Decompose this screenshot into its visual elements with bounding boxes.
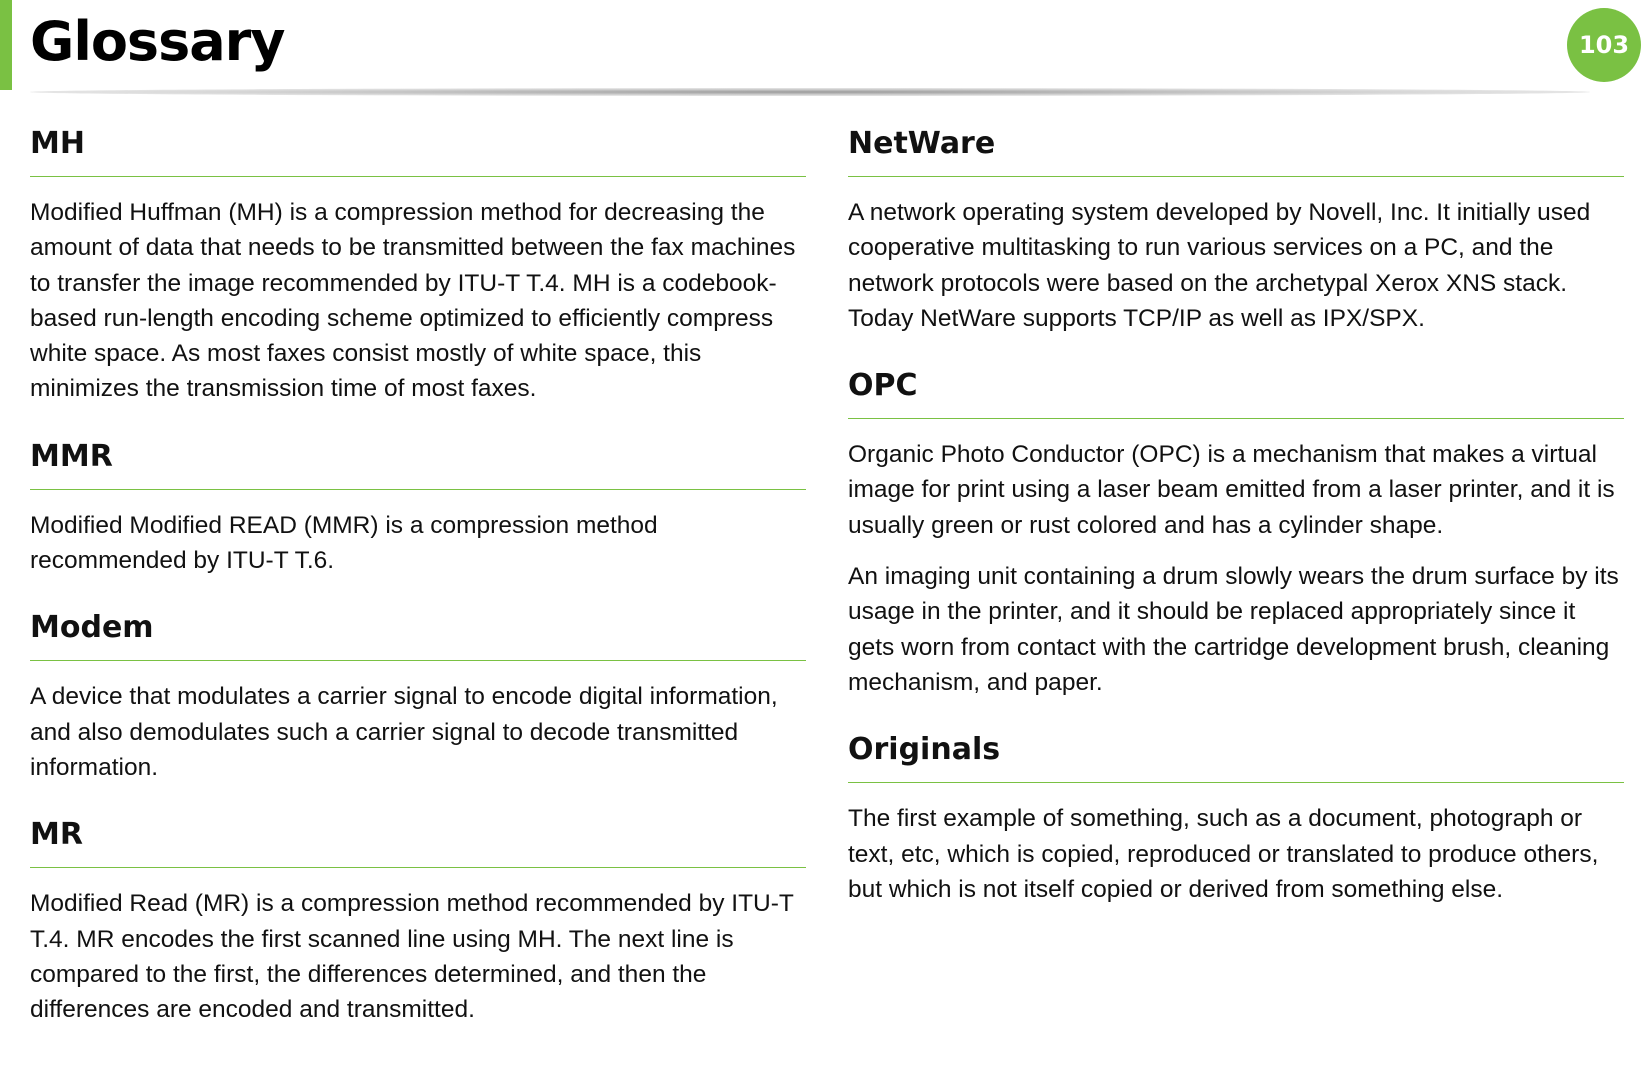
term-definition: The first example of something, such as a document, photograph or text, etc, which is copied, reproduced or translated to produce others, but which is not itself copied or derived from something else. [848,805,1599,903]
term-heading: Modem [30,608,806,661]
term-heading: MR [30,815,806,868]
glossary-entry-mh [30,124,806,407]
term-definition: Modified Read (MR) is a compression method recommended by ITU-T T.4. MR encodes the first scanned line using MH. The next line is compared to the first, the differences determined, and then the differences are encoded and transmitted. [30,890,794,1024]
term-definition: Modified Modified READ (MMR) is a compression method recommended by ITU-T T.6. [30,511,658,575]
header-divider [30,88,1590,96]
term-heading: NetWare [848,124,1624,177]
glossary-entry-netware [848,124,1624,336]
glossary-entry-originals [848,730,1624,907]
term-heading: OPC [848,366,1624,419]
header-accent-bar [0,0,12,90]
page-number-badge: 103 [1567,8,1641,82]
glossary-entry-mmr [30,437,806,579]
term-definition: A device that modulates a carrier signal to encode digital information, and also demodulates such a carrier signal to decode transmitted information. [30,683,778,781]
term-definition: An imaging unit containing a drum slowly wears the drum surface by its usage in the printer, and it should be replaced appropriately since it gets worn from contact with the cartridge development brush, cleaning mechanism, and paper. [848,563,1619,696]
page-title: Glossary [30,10,285,73]
term-definition: Organic Photo Conductor (OPC) is a mechanism that makes a virtual image for print using a laser beam emitted from a laser printer, and it is usually green or rust colored and has a cylinder shape. [848,441,1615,539]
term-definition: Modified Huffman (MH) is a compression method for decreasing the amount of data that needs to be transmitted between the fax machines to transfer the image recommended by ITU-T T.4. MH is a codebook-based run-length encoding scheme optimized to efficiently compress white space. As most faxes consist mostly of white space, this minimizes the transmission time of most faxes. [30,199,796,403]
glossary-entry-opc [848,366,1624,700]
term-heading: MMR [30,437,806,490]
glossary-entry-modem [30,608,806,785]
glossary-entry-mr [30,815,806,1027]
right-column [848,124,1624,937]
left-column [30,124,806,1057]
term-heading: MH [30,124,806,177]
term-heading: Originals [848,730,1624,783]
term-definition: A network operating system developed by Novell, Inc. It initially used cooperative multitasking to run various services on a PC, and the network protocols were based on the archetypal Xerox XNS stack. Today NetWare supports TCP/IP as well as IPX/SPX. [848,199,1591,332]
